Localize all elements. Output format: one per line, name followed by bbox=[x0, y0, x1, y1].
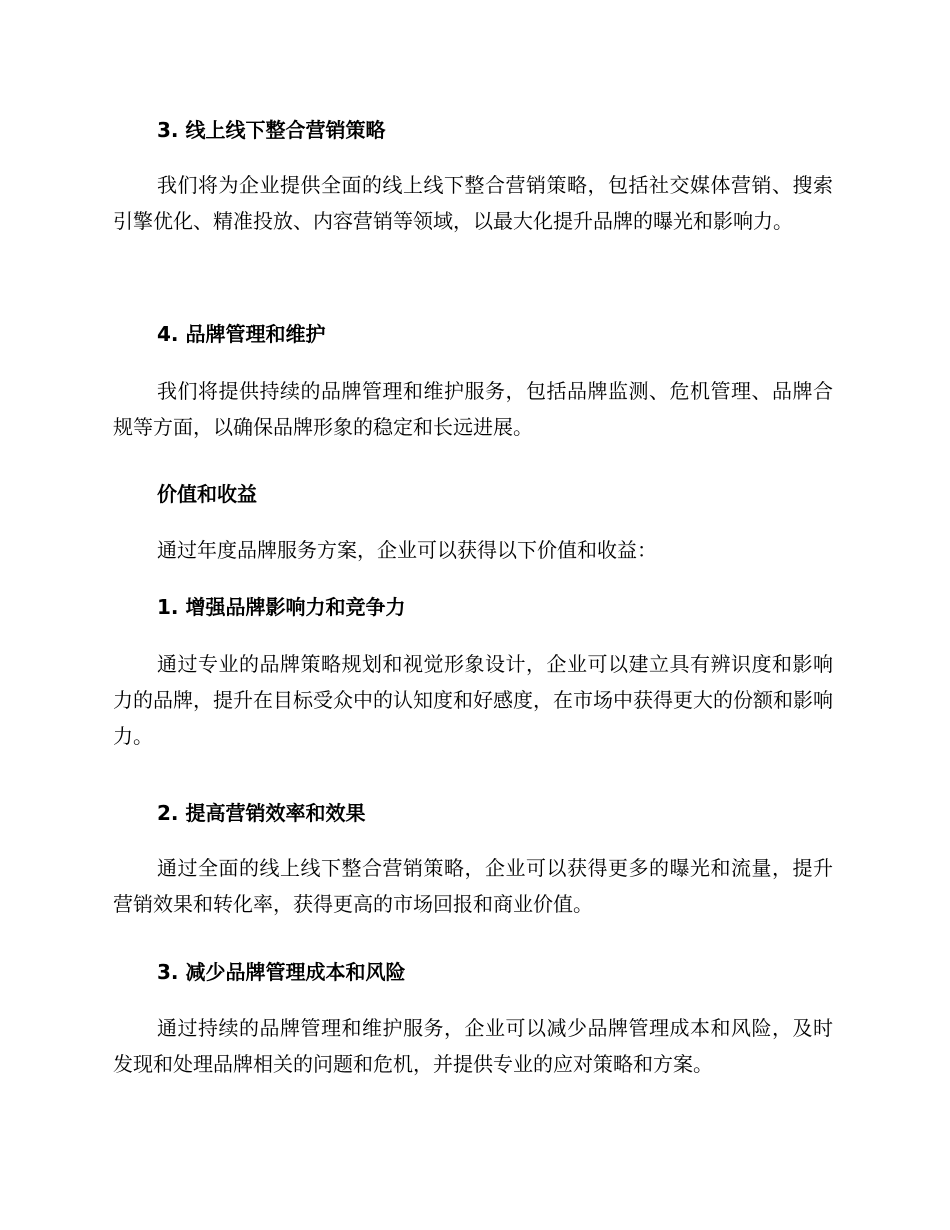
section-heading-brand-management: 4. 品牌管理和维护 bbox=[157, 322, 326, 346]
section-heading-value-and-benefits: 价值和收益 bbox=[157, 482, 257, 506]
section-heading-online-offline-marketing: 3. 线上线下整合营销策略 bbox=[157, 118, 386, 142]
section-heading-reduce-cost-risk: 3. 减少品牌管理成本和风险 bbox=[157, 960, 406, 984]
paragraph-value-intro: 通过年度品牌服务方案，企业可以获得以下价值和收益： bbox=[157, 538, 657, 562]
paragraph-reduce-cost-risk: 通过持续的品牌管理和维护服务，企业可以减少品牌管理成本和风险，及时发现和处理品牌相关的问题和危机，并提供专业的应对策略和方案。 bbox=[113, 1016, 833, 1076]
paragraph-brand-management: 我们将提供持续的品牌管理和维护服务，包括品牌监测、危机管理、品牌合规等方面，以确保品牌形象的稳定和长远进展。 bbox=[113, 379, 833, 439]
section-heading-enhance-influence: 1. 增强品牌影响力和竞争力 bbox=[157, 595, 406, 619]
paragraph-enhance-influence: 通过专业的品牌策略规划和视觉形象设计，企业可以建立具有辨识度和影响力的品牌，提升在目标受众中的认知度和好感度，在市场中获得更大的份额和影响力。 bbox=[113, 652, 833, 748]
section-heading-marketing-efficiency: 2. 提高营销效率和效果 bbox=[157, 801, 366, 825]
paragraph-online-offline-marketing: 我们将为企业提供全面的线上线下整合营销策略，包括社交媒体营销、搜索引擎优化、精准投放、内容营销等领域，以最大化提升品牌的曝光和影响力。 bbox=[113, 173, 833, 233]
paragraph-marketing-efficiency: 通过全面的线上线下整合营销策略，企业可以获得更多的曝光和流量，提升营销效果和转化率，获得更高的市场回报和商业价值。 bbox=[113, 856, 833, 916]
